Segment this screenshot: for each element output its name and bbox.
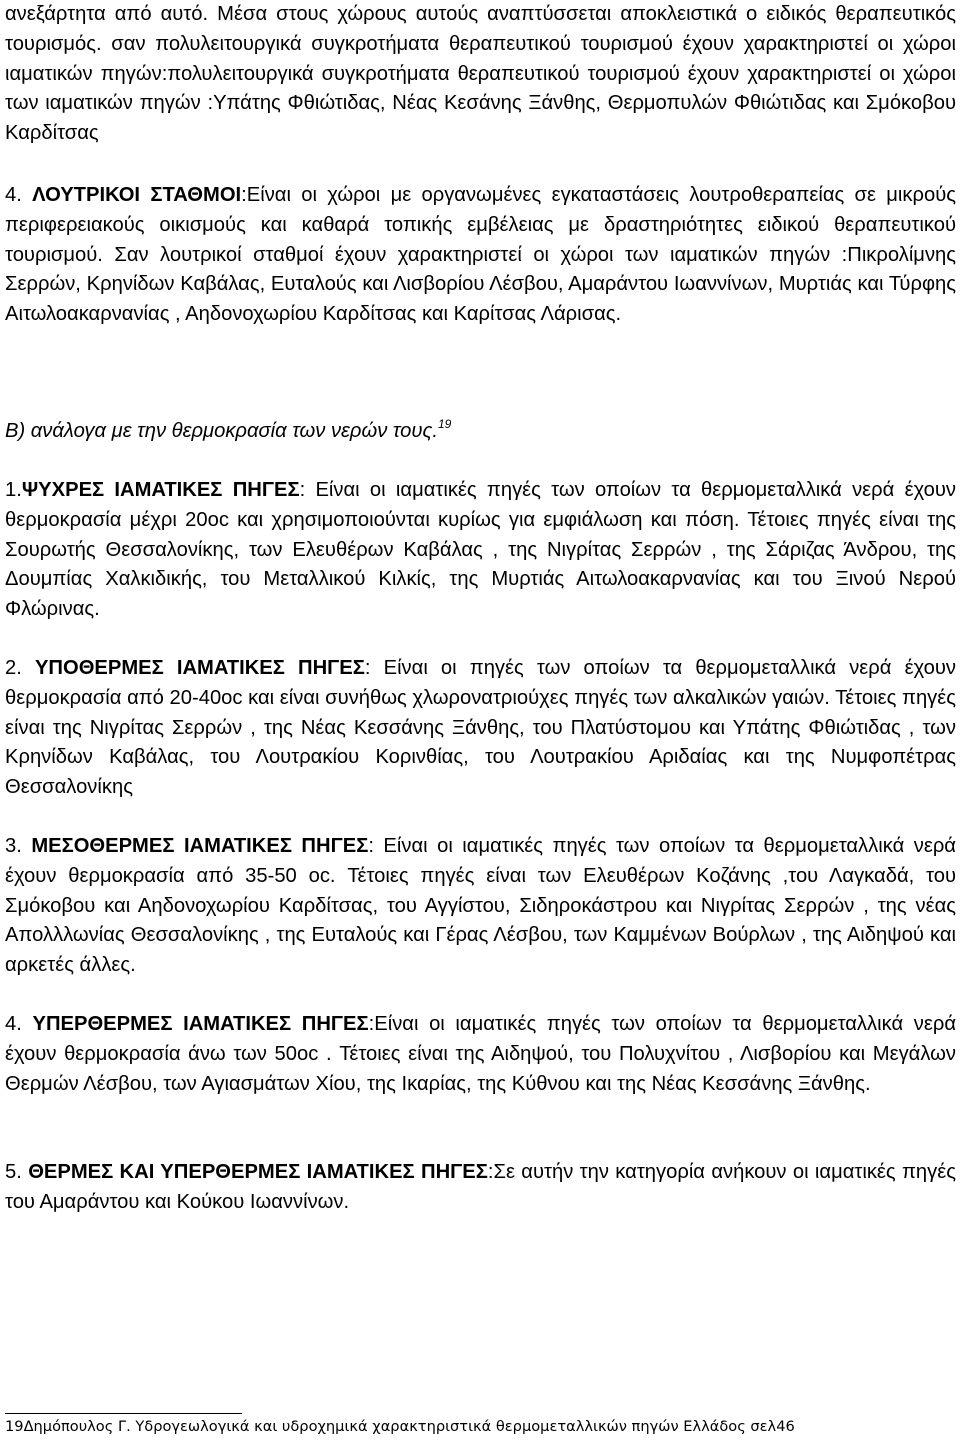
item-title: ΥΠΕΡΘΕΡΜΕΣ ΙΑΜΑΤΙΚΕΣ ΠΗΓΕΣ — [32, 1013, 369, 1035]
item-text: : Είναι οι ιαματικές πηγές των οποίων τα θερμομεταλλικά νερά έχουν θερμοκρασία από 35-50 oc. Τέτοιες πηγές είναι των Ελευθέρων Κοζάνης ,του Λαγκαδά, του Σμόκοβου και Αηδονοχωρίου Καρδίτσας, του Αγγίστου, Σιδηροκάστρου και Νιγρίτας Σερρών , της νέας Απολλλωνίας Θεσσαλονίκης , της Ευταλούς και Γέρας Λέσβου, των Καμμένων Βούρλων , της Αιδηψού και αρκετές άλλες. — [5, 835, 956, 977]
item-title: ΛΟΥΤΡΙΚΟΙ ΣΤΑΘΜΟΙ — [32, 184, 242, 206]
item-text: : Είναι οι πηγές των οποίων τα θερμομεταλλικά νερά έχουν θερμοκρασία από 20-40oc και είναι συνήθως χλωρονατριούχες πηγές των αλκαλικών γαιών. Τέτοιες πηγές είναι της Νιγρίτας Σερρών , της Νέας Κεσσάνης Ξάνθης, του Πλατύστομου και Υπάτης Φθιώτιδας , των Κρηνίδων Καβάλας, του Λουτρακίου Κορινθίας, του Λουτρακίου Αριδαίας και της Νυμφοπέτρας Θεσσαλονίκης — [5, 657, 956, 799]
footnote — [5, 1417, 957, 1437]
ypothermes-pigs-paragraph — [5, 654, 956, 803]
item-number: 2. — [5, 657, 35, 679]
item-number: 3. — [5, 835, 32, 857]
psychres-pigs-paragraph — [5, 476, 956, 625]
item-text: :Είναι οι ιαματικές πηγές των οποίων τα θερμομεταλλικά νερά έχουν θερμοκρασία άνω των 50oc . Τέτοιες είναι της Αιδηψού, του Πολυχνίτου , Λισβορίου και Μεγάλων Θερμών Λέσβου, των Αγιασμάτων Χίου, της Ικαρίας, της Κύθνου και της Νέας Κεσσάνης Ξάνθης. — [5, 1013, 956, 1095]
item-number: 4. — [5, 1013, 33, 1035]
item-number: 4. — [5, 184, 33, 206]
intro-paragraph — [5, 0, 956, 149]
item-number: 1. — [5, 479, 22, 501]
item-text: :Σε αυτήν την κατηγορία ανήκουν οι ιαματικές πηγές του Αμαράντου και Κούκου Ιωαννίνων. — [5, 1161, 956, 1213]
item-title: ΜΕΣΟΘΕΡΜΕΣ ΙΑΜΑΤΙΚΕΣ ΠΗΓΕΣ — [31, 835, 369, 857]
item-text: : Είναι οι ιαματικές πηγές των οποίων τα θερμομεταλλικά νερά έχουν θερμοκρασία μέχρι 20oc και χρησιμοποιούνται κυρίως για εμφιάλωση και πόση. Τέτοιες πηγές είναι της Σουρωτής Θεσσαλονίκης, των Ελευθέρων Καβάλας , της Νιγρίτας Σερρών , της Σάριζας Άνδρου, της Δουμπίας Χαλκιδικής, του Μεταλλικού Κιλκίς, της Μυρτιάς Αιτωλοακαρνανίας και του Ξινού Νερού Φλώρινας. — [5, 479, 956, 621]
section-heading-text: Β) ανάλογα με την θερμοκρασία των νερών τους. — [5, 420, 438, 442]
item-title: ΘΕΡΜΕΣ ΚΑΙ ΥΠΕΡΘΕΡΜΕΣ ΙΑΜΑΤΙΚΕΣ ΠΗΓΕΣ — [28, 1161, 488, 1183]
footnote-text: 19Δημόπουλος Γ. Υδρογεωλογικά και υδροχημικά χαρακτηριστικά θερμομεταλλικών πηγών Ελλάδος σελ46 — [5, 1418, 795, 1435]
mesothermes-pigs-paragraph — [5, 832, 956, 981]
section-heading — [5, 417, 956, 447]
item-title: ΨΥΧΡΕΣ ΙΑΜΑΤΙΚΕΣ ΠΗΓΕΣ — [21, 479, 300, 501]
item-text: :Είναι οι χώροι με οργανωμένες εγκαταστάσεις λουτροθεραπείας σε μικρούς περιφερειακούς οικισμούς και καθαρά τοπικής εμβέλειας με δραστηριότητες ειδικού θεραπευτικού τουρισμού. Σαν λουτρικοί σταθμοί έχουν χαρακτηριστεί οι χώροι των ιαματικών πηγών :Πικρολίμνης Σερρών, Κρηνίδων Καβάλας, Ευταλούς και Λισβορίου Λέσβου, Αμαράντου Ιωαννίνων, Μυρτιάς και Τύρφης Αιτωλοακαρνανίας , Αηδονοχωρίου Καρδίτσας και Καρίτσας Λάρισας. — [5, 184, 956, 326]
item-number: 5. — [5, 1161, 29, 1183]
yperthermes-pigs-paragraph — [5, 1010, 956, 1099]
intro-text: ανεξάρτητα από αυτό. Μέσα στους χώρους αυτούς αναπτύσσεται αποκλειστικά ο ειδικός θεραπευτικός τουρισμός. σαν πολυλειτουργικά συγκροτήματα θεραπευτικού τουρισμού έχουν χαρακτηριστεί οι χώροι ιαματικών πηγών:πολυλειτουργικά συγκροτήματα θεραπευτικού τουρισμού έχουν χαρακτηριστεί οι χώροι των ιαματικών πηγών :Υπάτης Φθιώτιδας, Νέας Κεσάνης Ξάνθης, Θερμοπυλών Φθιώτιδας και Σμόκοβου Καρδίτσας — [5, 3, 956, 145]
footnote-reference: 19 — [437, 417, 452, 431]
footnote-divider — [5, 1413, 242, 1414]
loutrikoi-stathmoi-paragraph — [5, 181, 956, 330]
item-title: ΥΠΟΘΕΡΜΕΣ ΙΑΜΑΤΙΚΕΣ ΠΗΓΕΣ — [34, 657, 365, 679]
thermes-yperthermes-pigs-paragraph — [5, 1158, 956, 1218]
